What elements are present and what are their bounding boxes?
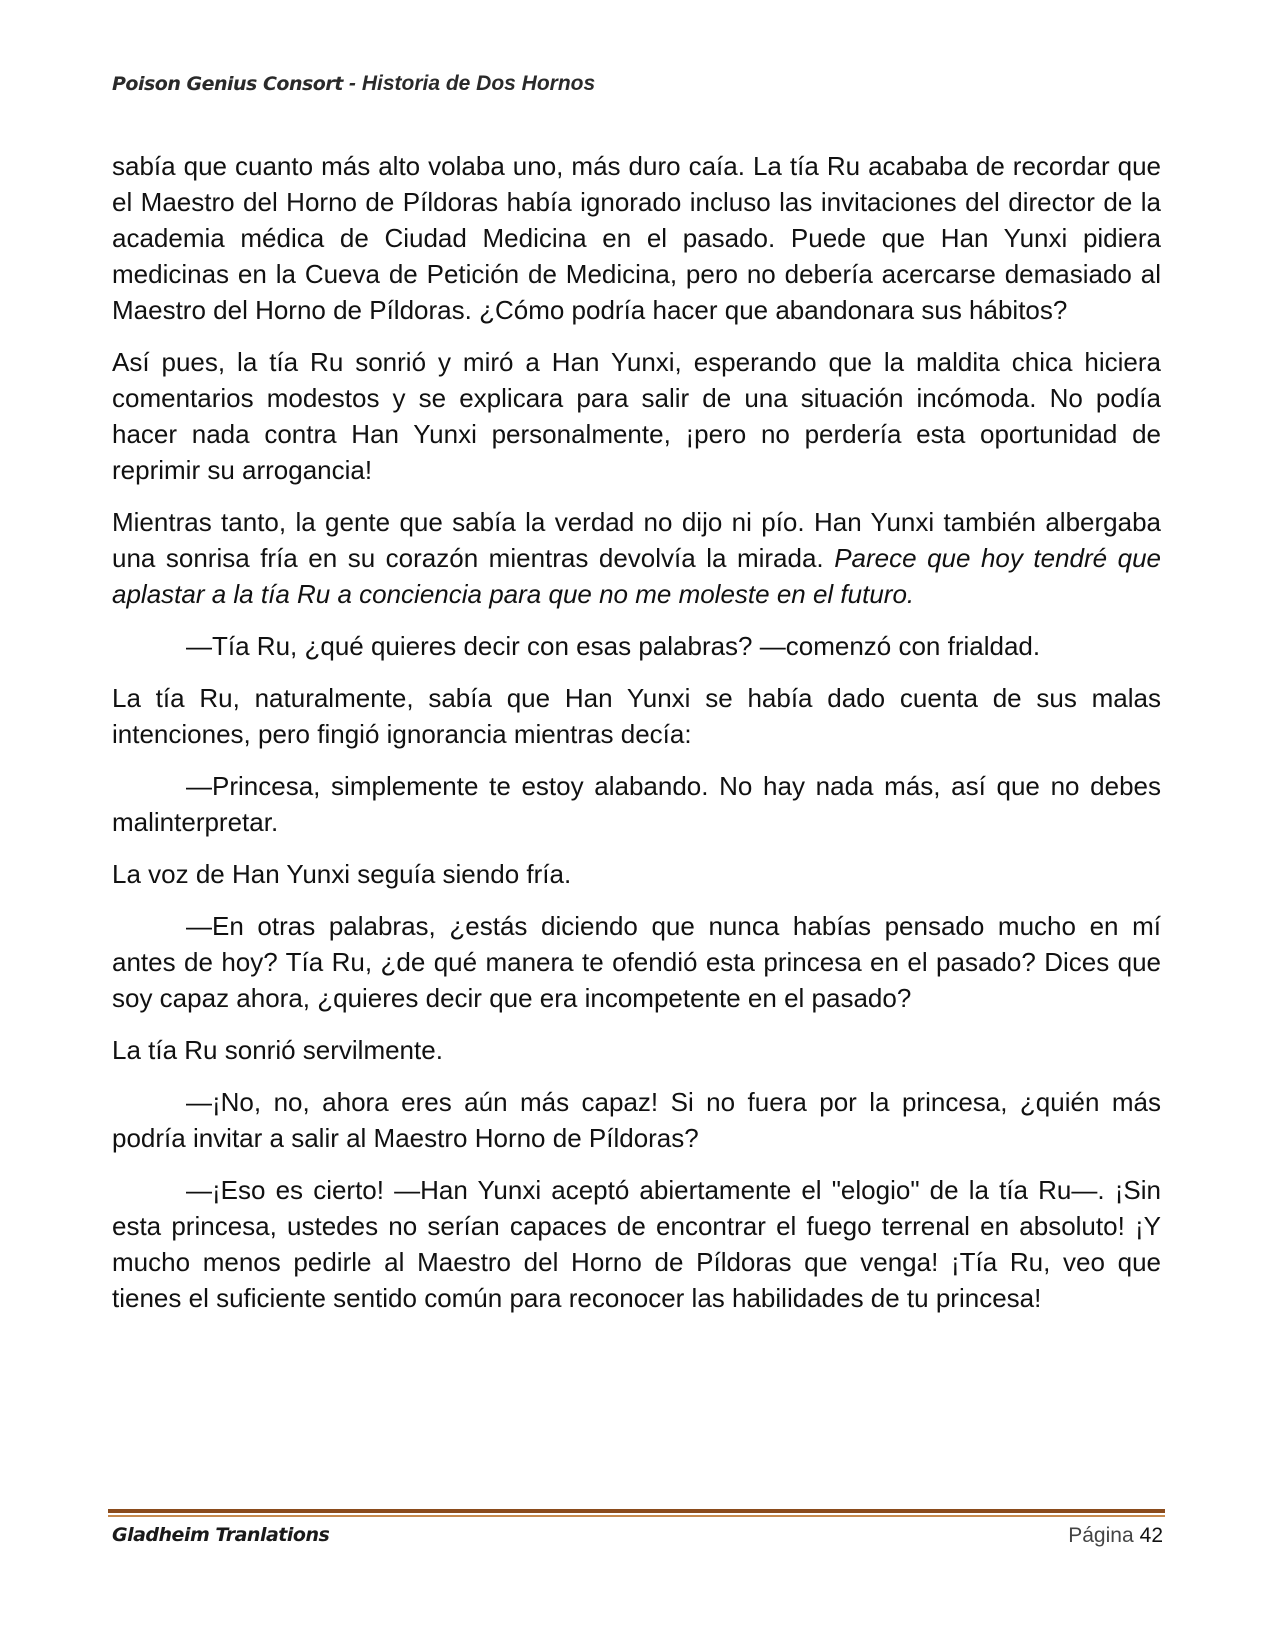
paragraph: La tía Ru sonrió servilmente. [112, 1035, 443, 1065]
paragraph-text: Mientras tanto, la gente que sabía la verdad no dijo ni pío. Han Yunxi también albergaba una sonrisa fría en su corazón mientras devolvía la mirada. [112, 507, 1161, 573]
dialogue-paragraph: —Princesa, simplemente te estoy alabando. No hay nada más, así que no debes malinterpretar. [112, 771, 1161, 837]
running-header [112, 72, 595, 96]
header-separator: - [348, 72, 356, 95]
paragraph: La voz de Han Yunxi seguía siendo fría. [112, 859, 572, 889]
paragraph: La tía Ru, naturalmente, sabía que Han Yunxi se había dado cuenta de sus malas intenciones, pero fingió ignorancia mientras decía: [112, 683, 1161, 749]
dialogue-paragraph: —¡Eso es cierto! —Han Yunxi aceptó abiertamente el "elogio" de la tía Ru—. ¡Sin esta princesa, ustedes no serían capaces de encontrar el fuego terrenal en absoluto! ¡Y mucho menos pedirle al Maestro del Horno de Píldoras que venga! ¡Tía Ru, veo que tienes el suficiente sentido común para reconocer las habilidades de tu princesa! [112, 1175, 1161, 1313]
page-number-block [1068, 1524, 1163, 1548]
footer-divider-light [108, 1515, 1165, 1517]
page-label: Página [1068, 1524, 1134, 1547]
paragraph: Así pues, la tía Ru sonrió y miró a Han Yunxi, esperando que la maldita chica hiciera comentarios modestos y se explicara para salir de una situación incómoda. No podía hacer nada contra Han Yunxi personalmente, ¡pero no perdería esta oportunidad de reprimir su arrogancia! [112, 347, 1161, 485]
header-chapter-title: Historia de Dos Hornos [361, 72, 596, 95]
paragraph [112, 504, 1161, 612]
page-body [112, 148, 1161, 1332]
footer-divider-dark [108, 1509, 1165, 1513]
italic-thought: Parece que hoy tendré que aplastar a la tía Ru a conciencia para que no me moleste en el futuro. [112, 543, 1161, 609]
page-number: 42 [1139, 1524, 1163, 1547]
footer-credit: Gladheim Tranlations [112, 1524, 330, 1546]
dialogue-paragraph: —¡No, no, ahora eres aún más capaz! Si no fuera por la princesa, ¿quién más podría invitar a salir al Maestro Horno de Píldoras? [112, 1087, 1161, 1153]
dialogue-paragraph: —En otras palabras, ¿estás diciendo que nunca habías pensado mucho en mí antes de hoy? Tía Ru, ¿de qué manera te ofendió esta princesa en el pasado? Dices que soy capaz ahora, ¿quieres decir que era incompetente en el pasado? [112, 911, 1161, 1013]
paragraph: sabía que cuanto más alto volaba uno, más duro caía. La tía Ru acababa de recordar que el Maestro del Horno de Píldoras había ignorado incluso las invitaciones del director de la academia médica de Ciudad Medicina en el pasado. Puede que Han Yunxi pidiera medicinas en la Cueva de Petición de Medicina, pero no debería acercarse demasiado al Maestro del Horno de Píldoras. ¿Cómo podría hacer que abandonara sus hábitos? [112, 151, 1161, 325]
dialogue-paragraph: —Tía Ru, ¿qué quieres decir con esas palabras? —comenzó con frialdad. [186, 631, 1041, 661]
header-series-title: Poison Genius Consort [112, 73, 343, 95]
